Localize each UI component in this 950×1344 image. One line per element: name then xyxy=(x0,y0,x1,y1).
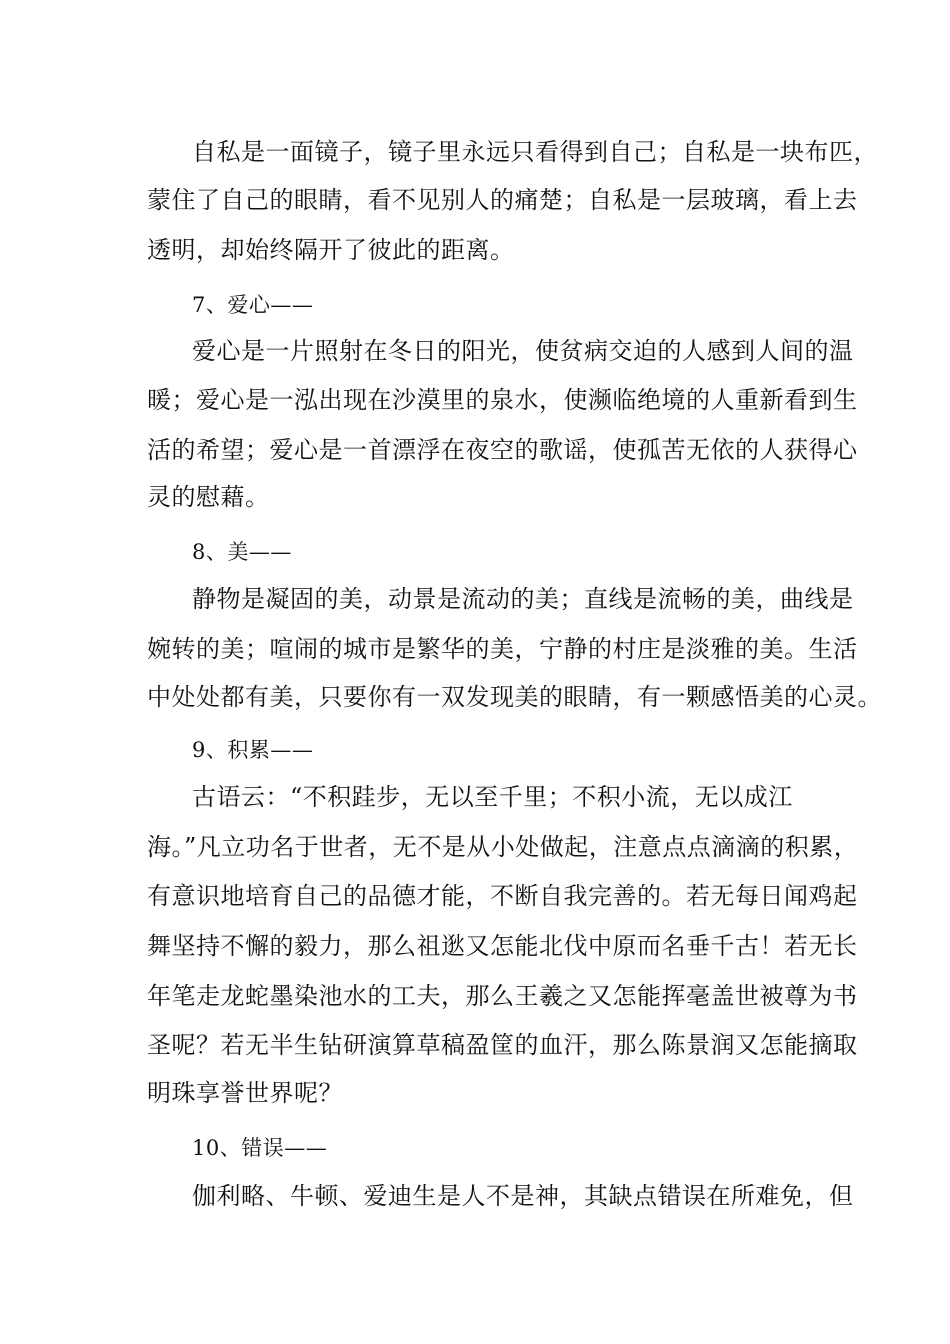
section-heading: 7、爱心—— xyxy=(192,293,314,317)
paragraph-line: 爱心是一片照射在冬日的阳光，使贫病交迫的人感到人间的温 xyxy=(192,337,854,365)
paragraph-line: 灵的慰藉。 xyxy=(147,483,270,511)
paragraph-line: 古语云：“不积跬步，无以至千里；不积小流，无以成江 xyxy=(192,783,793,811)
paragraph-line: 透明，却始终隔开了彼此的距离。 xyxy=(147,236,515,264)
section-heading: 9、积累—— xyxy=(192,738,314,762)
paragraph-line: 中处处都有美，只要你有一双发现美的眼睛，有一颗感悟美的心灵。 xyxy=(147,683,882,711)
paragraph-line: 静物是凝固的美，动景是流动的美；直线是流畅的美，曲线是 xyxy=(192,585,854,613)
section-heading: 8、美—— xyxy=(192,540,292,564)
paragraph-line: 伽利略、牛顿、爱迪生是人不是神，其缺点错误在所难免，但 xyxy=(192,1182,854,1210)
paragraph-line: 自私是一面镜子，镜子里永远只看得到自己；自私是一块布匹， xyxy=(192,138,878,166)
paragraph-line: 明珠享誉世界呢？ xyxy=(147,1079,343,1107)
paragraph-line: 圣呢？若无半生钻研演算草稿盈筐的血汗，那么陈景润又怎能摘取 xyxy=(147,1031,858,1059)
paragraph-line: 年笔走龙蛇墨染池水的工夫，那么王羲之又怎能挥毫盖世被尊为书 xyxy=(147,982,858,1010)
paragraph-line: 舞坚持不懈的毅力，那么祖逖又怎能北伐中原而名垂千古！若无长 xyxy=(147,932,858,960)
paragraph-line: 有意识地培育自己的品德才能，不断自我完善的。若无每日闻鸡起 xyxy=(147,882,858,910)
paragraph-line: 婉转的美；喧闹的城市是繁华的美，宁静的村庄是淡雅的美。生活 xyxy=(147,635,858,663)
paragraph-line: 海。”凡立功名于世者，无不是从小处做起，注意点点滴滴的积累， xyxy=(147,833,859,861)
paragraph-line: 暖；爱心是一泓出现在沙漠里的泉水，使濒临绝境的人重新看到生 xyxy=(147,386,858,414)
paragraph-line: 活的希望；爱心是一首漂浮在夜空的歌谣，使孤苦无依的人获得心 xyxy=(147,436,858,464)
paragraph-line: 蒙住了自己的眼睛，看不见别人的痛楚；自私是一层玻璃，看上去 xyxy=(147,186,858,214)
section-heading: 10、错误—— xyxy=(192,1136,328,1160)
